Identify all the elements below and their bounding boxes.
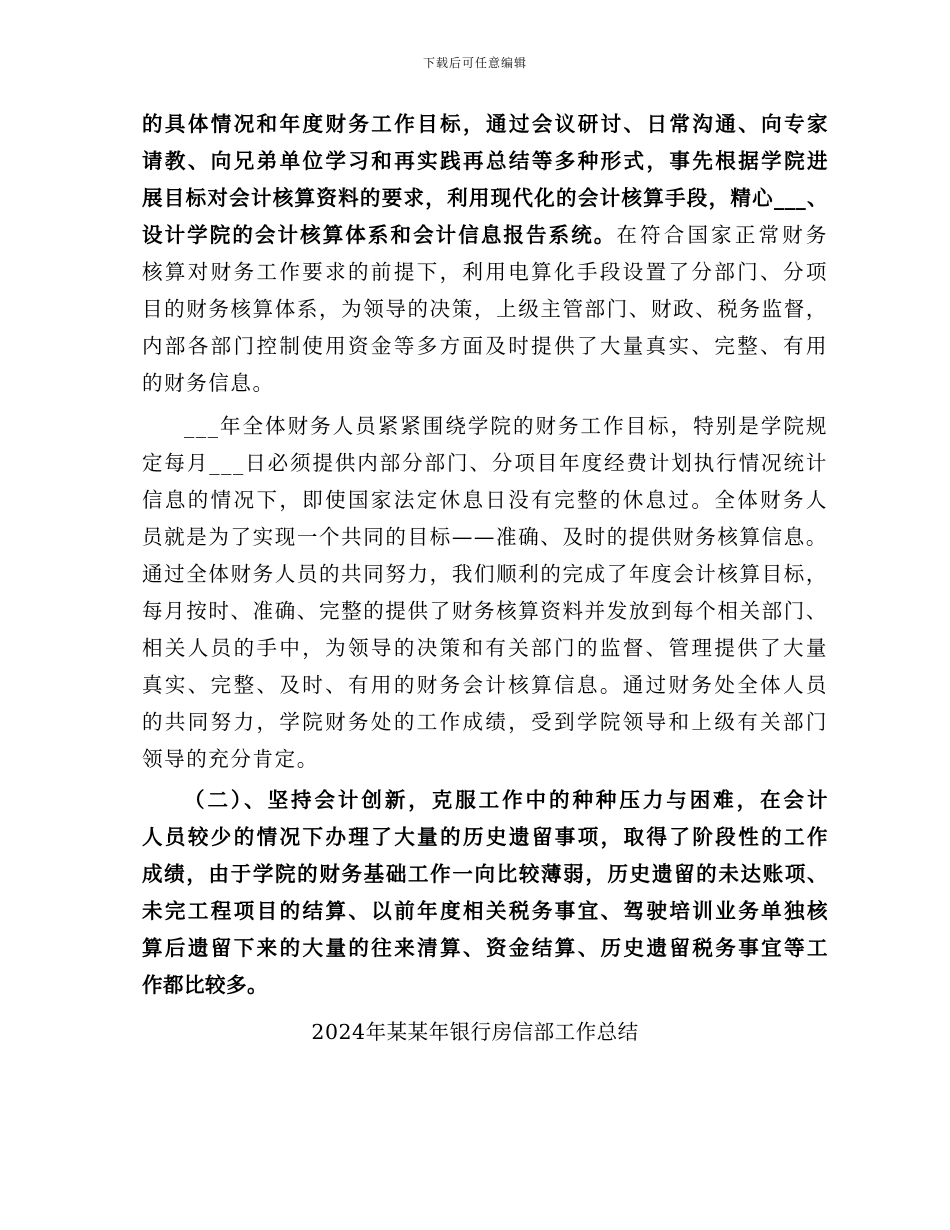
bold-span: 设计学院的会计核算体系和会计信息报告系统。	[142, 223, 617, 247]
text-line: 人员较少的情况下办理了大量的历史遗留事项，取得了阶段性的工作	[142, 825, 828, 849]
document-body	[142, 106, 828, 1004]
text-line	[142, 217, 828, 254]
text-line: 请教、向兄弟单位学习和再实践再总结等多种形式，事先根据学院进	[142, 149, 828, 173]
text-line: 的财务信息。	[142, 371, 275, 395]
text-line: 通过全体财务人员的共同努力，我们顺利的完成了年度会计核算目标，	[142, 562, 828, 586]
text-line: 领导的充分肯定。	[142, 747, 319, 771]
text-line: 信息的情况下，即使国家法定休息日没有完整的休息过。全体财务人	[142, 488, 828, 512]
text-line: 真实、完整、及时、有用的财务会计核算信息。通过财务处全体人员	[142, 673, 828, 697]
text-line: （二）、坚持会计创新，克服工作中的种种压力与困难，在会计	[184, 788, 828, 812]
text-line: 未完工程项目的结算、以前年度相关税务事宜、驾驶培训业务单独核	[142, 899, 828, 923]
closing-title: 2024年某某年银行房信部工作总结	[311, 1020, 639, 1044]
download-note: 下载后可任意编辑	[422, 56, 527, 70]
text-line: 定每月___日必须提供内部分部门、分项目年度经费计划执行情况统计	[142, 451, 828, 475]
text-line: 展目标对会计核算资料的要求，利用现代化的会计核算手段，精心___、	[142, 186, 828, 210]
paragraph-1	[142, 106, 828, 402]
text-line: 每月按时、准确、完整的提供了财务核算资料并发放到每个相关部门、	[142, 599, 828, 623]
text-line: 内部各部门控制使用资金等多方面及时提供了大量真实、完整、有用	[142, 334, 828, 358]
text-line: 作都比较多。	[142, 973, 268, 997]
text-line: 算后遗留下来的大量的往来清算、资金结算、历史遗留税务事宜等工	[142, 936, 828, 960]
text-line: 目的财务核算体系，为领导的决策，上级主管部门、财政、税务监督，	[142, 297, 828, 321]
text-line: 的具体情况和年度财务工作目标，通过会议研讨、日常沟通、向专家	[142, 112, 828, 136]
text-line: ___年全体财务人员紧紧围绕学院的财务工作目标，特别是学院规	[184, 414, 828, 438]
paragraph-3	[142, 782, 828, 1004]
regular-span: 在符合国家正常财务	[616, 223, 829, 247]
text-line: 成绩，由于学院的财务基础工作一向比较薄弱，历史遗留的未达账项、	[142, 862, 828, 886]
text-line: 员就是为了实现一个共同的目标——准确、及时的提供财务核算信息。	[142, 525, 828, 549]
paragraph-2	[142, 408, 828, 778]
text-line: 核算对财务工作要求的前提下，利用电算化手段设置了分部门、分项	[142, 260, 828, 284]
text-line: 相关人员的手中，为领导的决策和有关部门的监督、管理提供了大量	[142, 636, 828, 660]
text-line: 的共同努力，学院财务处的工作成绩，受到学院领导和上级有关部门	[142, 710, 828, 734]
